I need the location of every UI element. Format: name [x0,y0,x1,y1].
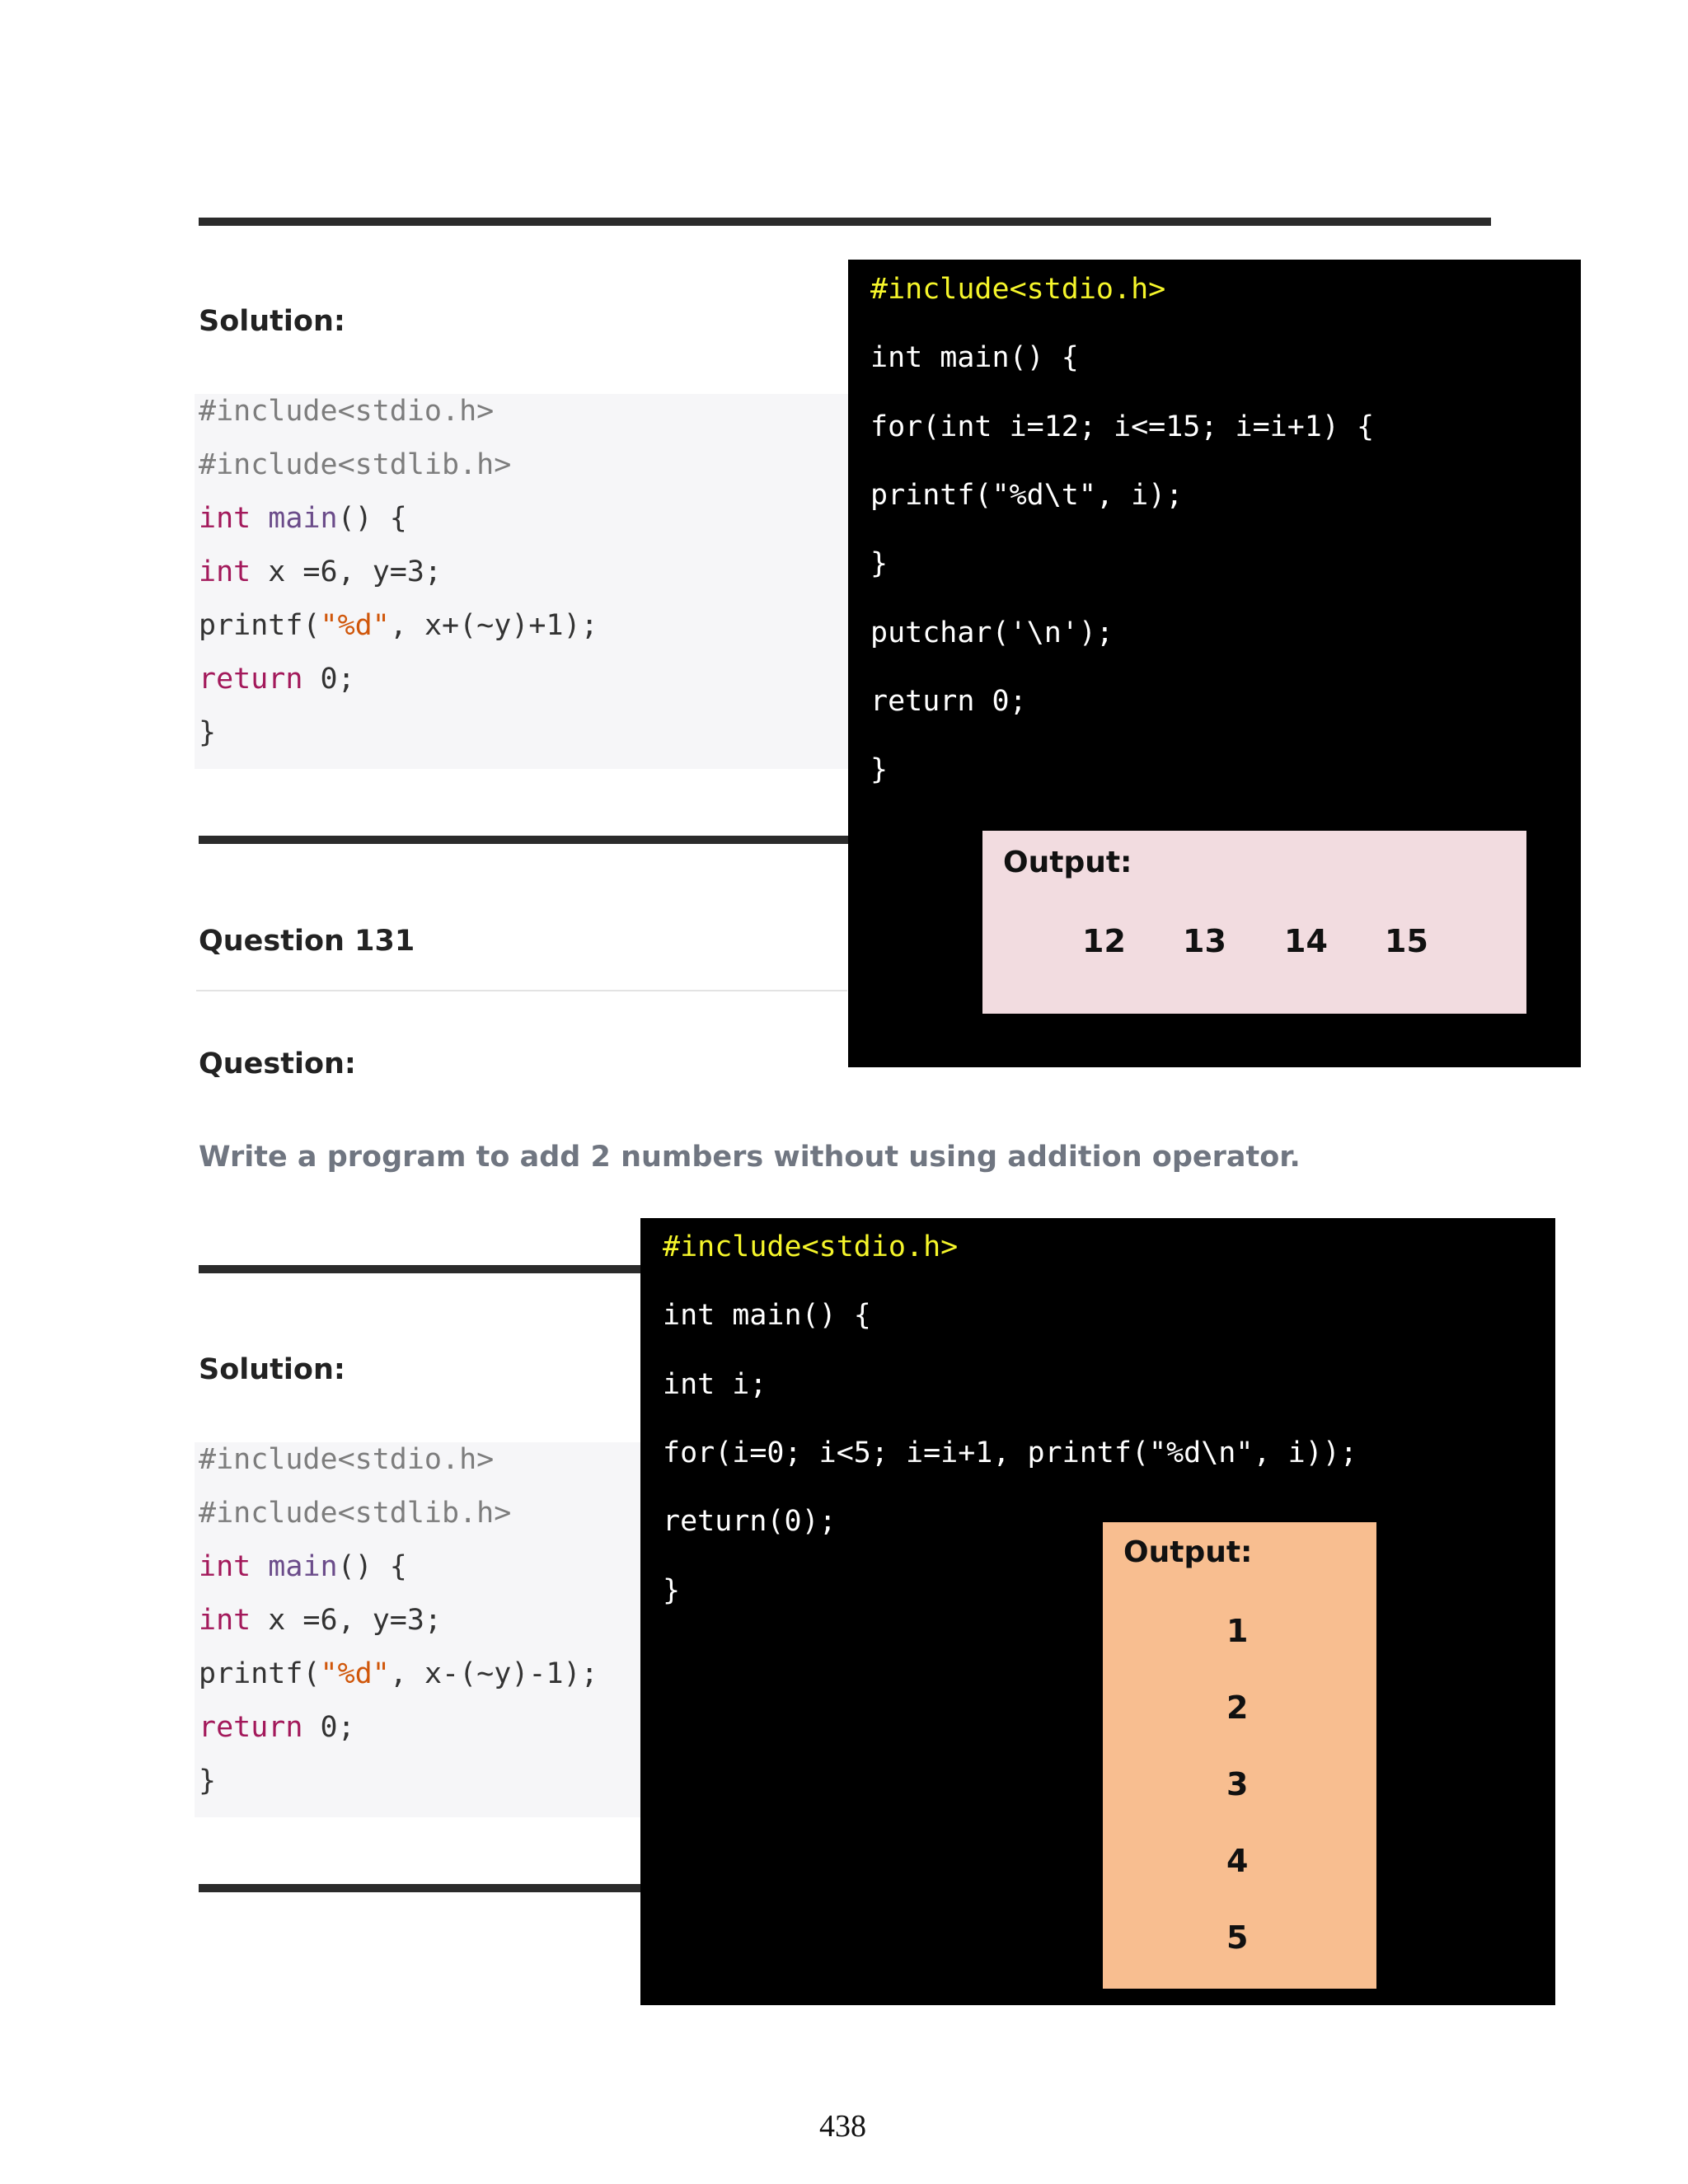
code-line [199,1606,442,1635]
output-panel [1103,1522,1376,1989]
terminal-code-line: return 0; [870,684,1027,718]
question-number-heading: Question 131 [199,925,415,958]
terminal-code-line: #include<stdio.h> [870,273,1166,306]
code-token: , x-(~y)-1); [389,1657,598,1690]
code-line [199,1443,495,1476]
divider-before-solution-2 [199,1265,644,1273]
code-token: "%d" [320,609,390,642]
code-token: } [199,716,217,749]
terminal-code-line: return(0); [663,1505,837,1539]
terminal-code-line: int main() { [870,341,1079,375]
solution-heading: Solution: [199,305,345,338]
terminal-code-line: for(i=0; i<5; i=i+1, printf("%d\n", i)); [663,1436,1357,1469]
output-value: 15 [1385,923,1428,959]
terminal-code-line: for(int i=12; i<=15; i=i+1) { [870,410,1375,443]
divider-after-solution-1 [199,836,850,844]
output-value: 1 [1226,1613,1249,1649]
output-value: 13 [1183,923,1226,959]
output-value: 5 [1226,1919,1249,1956]
terminal-code-line: putchar('\n'); [870,616,1114,649]
code-token: () { [337,1550,407,1583]
output-value: 14 [1284,923,1328,959]
output-value: 4 [1226,1843,1249,1879]
code-token: #include<stdlib.h> [199,1497,512,1530]
divider-after-solution-2 [199,1884,644,1892]
code-token: int [199,502,251,535]
code-token: () { [337,502,407,535]
code-token: "%d" [320,1657,390,1690]
output-value: 2 [1226,1690,1249,1726]
code-token: , x+(~y)+1); [389,609,598,642]
code-line [199,609,598,642]
question-heading: Question: [199,1047,356,1080]
divider-question-number [196,990,847,991]
code-token: 0; [302,663,355,696]
question-prompt: Write a program to add 2 numbers without using addition operator. [199,1141,1301,1174]
code-line [199,397,494,426]
code-line [199,1550,407,1583]
solution-heading: Solution: [199,1353,345,1386]
code-token: x =6, y=3; [251,555,443,588]
code-token: #include<stdlib.h> [199,448,512,481]
code-token: #include<stdio.h> [199,1443,495,1476]
output-value: 12 [1082,923,1126,959]
code-line [199,1499,511,1528]
code-token: int [199,1550,251,1583]
code-line [199,716,217,749]
terminal-window [848,260,1581,1067]
code-token: } [199,1765,217,1797]
page-number: 438 [819,2109,866,2144]
terminal-code-line: int main() { [663,1299,871,1333]
code-token: int [199,1604,251,1637]
terminal-code-line: printf("%d\t", i); [870,478,1184,512]
code-token: return [199,1711,303,1744]
code-token: 0; [302,1711,355,1744]
code-line [199,665,355,694]
divider-top [199,218,1491,226]
terminal-code-line: int i; [663,1367,767,1401]
code-token: #include<stdio.h> [199,395,495,428]
code-line [199,1713,355,1742]
code-token: main [268,1550,338,1583]
terminal-code-line: } [870,547,889,581]
code-line [199,1657,598,1690]
code-token: main [268,502,338,535]
output-value: 3 [1226,1766,1249,1802]
code-line [199,1767,216,1796]
code-token [251,502,268,535]
terminal-window [640,1218,1555,2005]
code-line [199,555,443,588]
terminal-code-line: #include<stdio.h> [663,1230,959,1263]
output-panel [982,831,1526,1014]
terminal-code-line: } [663,1573,681,1607]
code-line [199,448,512,481]
code-token: printf( [199,609,321,642]
output-title: Output: [1003,846,1132,879]
code-line [199,504,407,533]
code-token: return [199,663,303,696]
output-title: Output: [1123,1535,1253,1569]
terminal-code-line: } [870,753,889,787]
code-token: printf( [199,1657,321,1690]
code-token: x =6, y=3; [251,1604,443,1637]
code-token [251,1550,268,1583]
code-token: int [199,555,251,588]
